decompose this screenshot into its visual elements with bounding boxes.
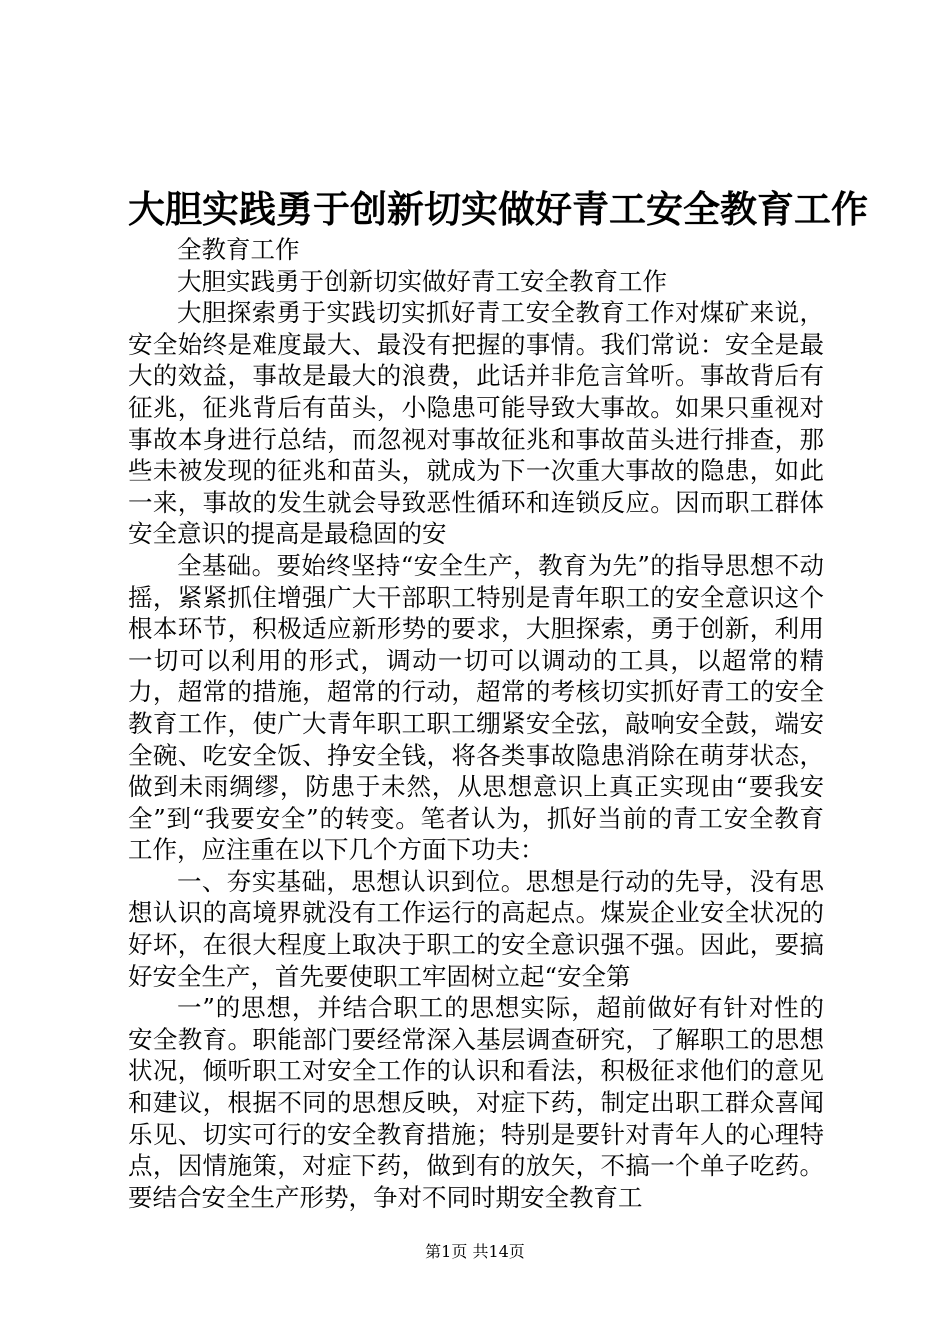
document-body <box>128 234 824 1213</box>
paragraph-section-one-continued: 一”的思想，并结合职工的思想实际，超前做好有针对性的安全教育。职能部门要经常深入基层调查研究，了解职工的思想状况，倾听职工对安全工作的认识和看法，积极征求他们的意见和建议，根据不同的思想反映，对症下药，制定出职工群众喜闻乐见、切实可行的安全教育措施；特别是要针对青年人的心理特点，因情施策，对症下药，做到有的放矢，不搞一个单子吃药。要结合安全生产形势，争对不同时期安全教育工 <box>128 993 824 1212</box>
paragraph-subtitle-fragment: 全教育工作 <box>177 235 300 264</box>
paragraph-foundation: 全基础。要始终坚持“安全生产，教育为先”的指导思想不动摇，紧紧抓住增强广大干部职工特别是青年职工的安全意识这个根本环节，积极适应新形势的要求，大胆探索，勇于创新，利用一切可以利用的形式，调动一切可以调动的工具，以超常的精力，超常的措施，超常的行动，超常的考核切实抓好青工的安全教育工作，使广大青年职工职工绷紧安全弦，敲响安全鼓，端安全碗、吃安全饭、挣安全钱，将各类事故隐患消除在萌芽状态，做到未雨绸缪，防患于未然，从思想意识上真正实现由“要我安全”到“我要安全”的转变。笔者认为，抓好当前的青工安全教育工作，应注重在以下几个方面下功夫： <box>128 550 824 865</box>
document-title: 大胆实践勇于创新切实做好青工安全教育工作 <box>128 187 868 231</box>
paragraph-intro: 大胆探索勇于实践切实抓好青工安全教育工作对煤矿来说，安全始终是难度最大、最没有把握的事情。我们常说：安全是最大的效益，事故是最大的浪费，此话并非危言耸听。事故背后有征兆，征兆背后有苗头，小隐患可能导致大事故。如果只重视对事故本身进行总结，而忽视对事故征兆和事故苗头进行排查，那些未被发现的征兆和苗头，就成为下一次重大事故的隐患，如此一来，事故的发生就会导致恶性循环和连锁反应。因而职工群体安全意识的提高是最稳固的安 <box>128 298 824 549</box>
page-number-footer: 第1页 共14页 <box>425 1242 525 1261</box>
paragraph-section-one: 一、夯实基础，思想认识到位。思想是行动的先导，没有思想认识的高境界就没有工作运行的高起点。煤炭企业安全状况的好坏，在很大程度上取决于职工的安全意识强不强。因此，要搞好安全生产，首先要使职工牢固树立起“安全第 <box>128 866 824 991</box>
paragraph-subtitle: 大胆实践勇于创新切实做好青工安全教育工作 <box>177 266 667 296</box>
